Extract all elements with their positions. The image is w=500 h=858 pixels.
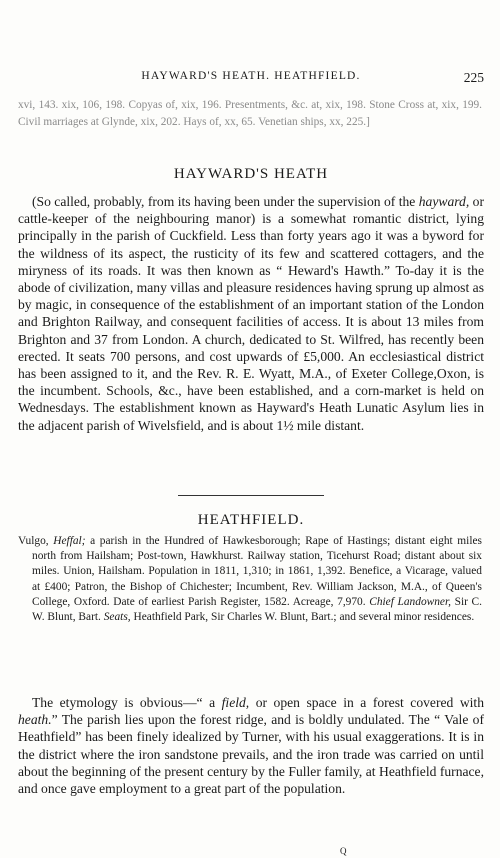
text-run: a parish in the Hundred of Hawkesborough; Rape of Hastings; distant eight miles north from Hailsham; Post-town, Hawkhurst. Railway station, Ticehurst Road; distant about six miles. Union, Hailsham. Population in 1811, 1,310; in 1861, 1,392. Benefice, a Vicarage, valued at £400; Patron, the Bishop of Chichester; Incumbent, Rev. William Jackson, M.A., of Queen's College, Oxford. Date of earliest Parish Register, 1582. Acreage, 7,970. bbox=[32, 535, 482, 608]
italic-word: Chief Landowner, bbox=[369, 595, 452, 608]
heathfield-body bbox=[18, 694, 484, 797]
italic-word: hayward, bbox=[418, 194, 470, 209]
italic-word: field, bbox=[221, 695, 250, 710]
section-divider bbox=[178, 495, 324, 496]
section-title-haywards-heath: HAYWARD'S HEATH bbox=[173, 166, 329, 182]
text-run: or cattle-keeper of the neighbouring manor) is a somewhat romantic district, lying principally in the parish of Cuckfield. Less than forty years ago it was a byword for the wildness of its aspect, the rusticity of its few and scattered cottagers, and the miryness of its roads. It was then known as “ Heward's Hawth.” To-day it is the abode of civilization, many villas and pleasure residences having sprung up almost as by magic, in consequence of the establishment of an important station of the London and Brighton Railway, and consequent facilities of access. It is about 13 miles from Brighton and 37 from London. A church, dedicated to St. Wilfred, has recently been erected. It seats 700 persons, and cost upwards of £5,000. An ecclesiastical district has been assigned to it, and the Rev. R. E. Wyatt, M.A., of Exeter College,Oxon, is the incumbent. Schools, &c., have been established, and a corn-market is held on Wednesdays. The establishment known as Hayward's Heath Lunatic Asylum lies in the adjacent parish of Wivelsfield, and is about 1½ mile distant. bbox=[18, 194, 484, 433]
heathfield-paragraph bbox=[18, 694, 484, 797]
italic-word: Heffal; bbox=[53, 535, 86, 547]
text-run: Vulgo, bbox=[18, 535, 54, 547]
running-head: HAYWARD'S HEATH. HEATHFIELD. bbox=[141, 70, 361, 82]
italic-word: Seats, bbox=[103, 611, 131, 624]
notes-paragraph bbox=[18, 534, 482, 625]
faded-paragraph: xvi, 143. xix, 106, 198. Copyas of, xix, 196. Presentments, &c. at, xix, 198. Stone Cross at, xix, 199. Civil marriages at Glynde, xix, 202. Hays of, xx, 65. Venetian ships, xx, 225.] bbox=[18, 99, 482, 128]
heathfield-notes bbox=[18, 534, 482, 625]
page-header bbox=[18, 70, 484, 90]
section-title-heathfield: HEATHFIELD. bbox=[197, 512, 305, 528]
italic-word: heath. bbox=[18, 712, 52, 728]
text-run: Heathfield Park, Sir Charles W. Blunt, Bart.; and several minor residences. bbox=[130, 611, 475, 624]
faded-index-text bbox=[18, 97, 482, 130]
text-run: Sir C. W. Blunt, Bart. bbox=[32, 595, 482, 624]
signature-mark: Q bbox=[340, 846, 347, 856]
haywards-heath-paragraph bbox=[18, 193, 484, 434]
text-run: or open space in a forest covered with bbox=[249, 695, 484, 710]
text-run: (So called, probably, from its having been under the supervision of the bbox=[32, 194, 419, 209]
text-run: The etymology is obvious—“ a bbox=[32, 695, 222, 710]
haywards-heath-body bbox=[18, 193, 484, 434]
page-number: 225 bbox=[463, 70, 484, 85]
text-run: ” The parish lies upon the forest ridge, and is boldly undulated. The “ Vale of Heathfield” has been finely idealized by Turner, with his usual exaggerations. It is in the district where the iron sandstone prevails, and the iron trade was carried on until about the beginning of the present century by the Fuller family, at Heathfield furnace, and once gave employment to a great part of the population. bbox=[18, 712, 484, 797]
